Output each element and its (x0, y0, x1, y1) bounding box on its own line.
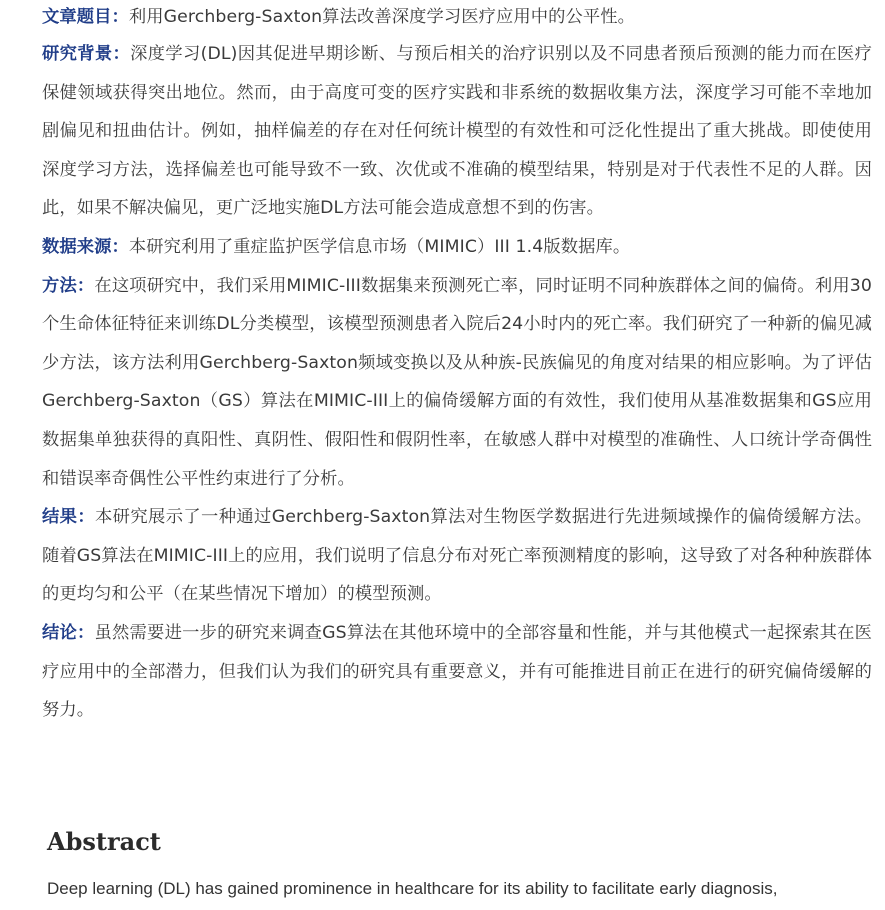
background-section (42, 35, 872, 228)
background-label: 研究背景： (42, 44, 131, 64)
abstract-text: Deep learning (DL) has gained prominence in healthcare for its ability to facilitate early diagnosis, (47, 879, 778, 898)
results-text: 本研究展示了一种通过Gerchberg-Saxton算法对生物医学数据进行先进频域操作的偏倚缓解方法。随着GS算法在MIMIC-III上的应用，我们说明了信息分布对死亡率预测精度的影响，这导致了对各种种族群体的更均匀和公平（在某些情况下增加）的模型预测。 (42, 507, 872, 605)
methods-section (42, 267, 872, 499)
title-label: 文章题目： (42, 7, 129, 27)
article-body (42, 0, 872, 730)
conclusion-label: 结论： (42, 622, 95, 643)
methods-text: 在这项研究中，我们采用MIMIC-III数据集来预测死亡率，同时证明不同种族群体之间的偏倚。利用30个生命体征特征来训练DL分类模型，该模型预测患者入院后24小时内的死亡率。我们研究了一种新的偏见减少方法，该方法利用Gerchberg-Saxton频域变换以及从种族-民族偏见的角度对结果的相应影响。为了评估Gerchberg-Saxton（GS）算法在MIMIC-III上的偏倚缓解方面的有效性，我们使用从基准数据集和GS应用数据集单独获得的真阳性、真阴性、假阳性和假阴性率，在敏感人群中对模型的准确性、人口统计学奇偶性和错误率奇偶性公平性约束进行了分析。 (42, 275, 872, 489)
abstract-section (47, 820, 867, 901)
abstract-heading: Abstract (47, 827, 161, 856)
data-source-label: 数据来源： (42, 236, 129, 257)
data-source-text: 本研究利用了重症监护医学信息市场（MIMIC）III 1.4版数据库。 (128, 236, 631, 257)
methods-label: 方法： (42, 275, 95, 296)
conclusion-section (42, 614, 872, 730)
title-text: 利用Gerchberg-Saxton算法改善深度学习医疗应用中的公平性。 (128, 7, 636, 27)
background-text: 深度学习(DL)因其促进早期诊断、与预后相关的治疗识别以及不同患者预后预测的能力而在医疗保健领域获得突出地位。然而，由于高度可变的医疗实践和非系统的数据收集方法，深度学习可能不幸地加剧偏见和扭曲估计。例如，抽样偏差的存在对任何统计模型的有效性和可泛化性提出了重大挑战。即使使用深度学习方法，选择偏差也可能导致不一致、次优或不准确的模型结果，特别是对于代表性不足的人群。因此，如果不解决偏见，更广泛地实施DL方法可能会造成意想不到的伤害。 (42, 44, 872, 219)
results-label: 结果： (42, 507, 96, 528)
article-title (42, 0, 872, 35)
conclusion-text: 虽然需要进一步的研究来调查GS算法在其他环境中的全部容量和性能，并与其他模式一起探索其在医疗应用中的全部潜力，但我们认为我们的研究具有重要意义，并有可能推进目前正在进行的研究偏倚缓解的努力。 (42, 622, 872, 721)
results-section (42, 498, 872, 614)
data-source-section (42, 228, 872, 267)
